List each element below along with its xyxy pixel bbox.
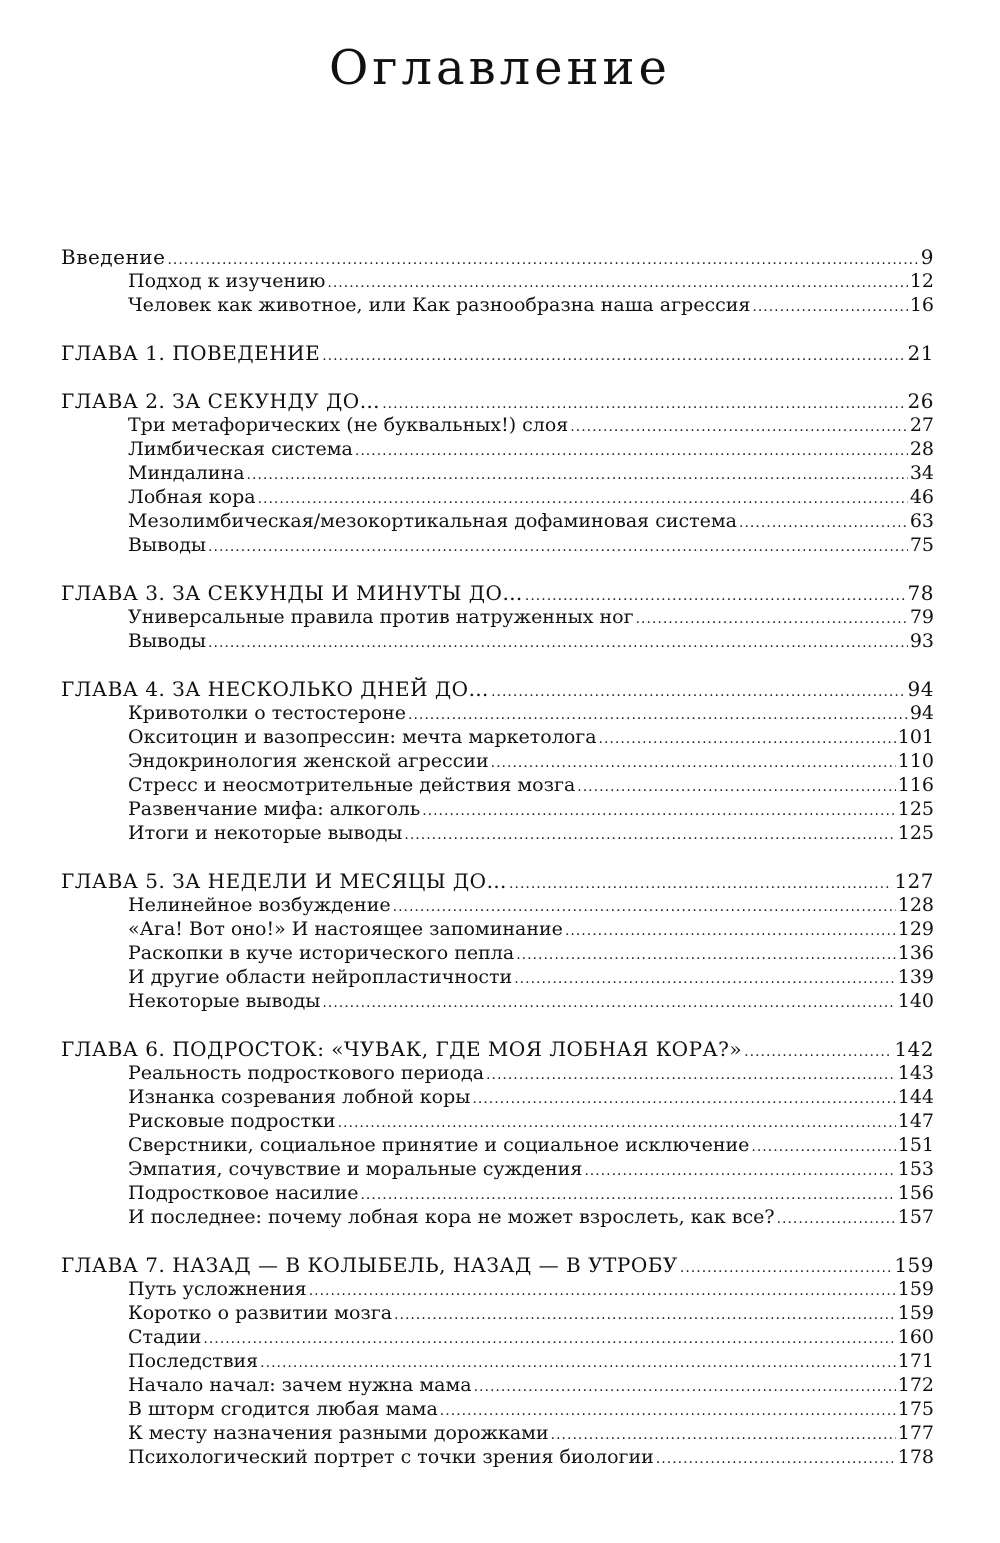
dot-leader — [394, 1303, 896, 1327]
toc-chapter-entry-page-number: 21 — [907, 341, 934, 365]
dot-leader — [322, 991, 895, 1015]
toc-section — [61, 245, 934, 317]
dot-leader — [393, 895, 896, 919]
toc-subsection-entry-label: Последствия — [128, 1350, 259, 1372]
toc-subsection-entry-label: Начало начал: зачем нужна мама — [128, 1374, 472, 1396]
toc-subsection-entry-page-number: 116 — [897, 774, 934, 796]
toc-subsection-entry-page-number: 28 — [909, 438, 934, 460]
toc-subsection-entry-label: В шторм сгодится любая мама — [128, 1398, 438, 1420]
toc-subsection-entry-label: Лимбическая система — [128, 438, 353, 460]
dot-leader — [584, 1159, 895, 1183]
dot-leader — [514, 967, 896, 991]
dot-leader — [551, 1423, 896, 1447]
dot-leader — [338, 1111, 896, 1135]
toc-subsection-entry-page-number: 175 — [897, 1398, 934, 1420]
toc-subsection-entry[interactable] — [61, 1301, 934, 1325]
toc-subsection-entry-label: «Ага! Вот оно!» И настоящее запоминание — [128, 918, 563, 940]
toc-subsection-entry-page-number: 139 — [897, 966, 934, 988]
toc-subsection-entry-label: Психологический портрет с точки зрения биологии — [128, 1446, 654, 1468]
toc-subsection-entry-label: Три метафорических (не буквальных!) слоя — [128, 414, 569, 436]
toc-subsection-entry-page-number: 12 — [909, 270, 934, 292]
dot-leader — [322, 344, 905, 368]
toc-subsection-entry-page-number: 153 — [897, 1158, 934, 1180]
toc-subsection-entry[interactable] — [61, 965, 934, 989]
dot-leader — [404, 823, 895, 847]
toc-subsection-entry-page-number: 125 — [897, 822, 934, 844]
toc-subsection-entry-label: Выводы — [128, 630, 207, 652]
toc-subsection-entry[interactable] — [61, 629, 934, 653]
toc-subsection-entry[interactable] — [61, 605, 934, 629]
toc-subsection-entry[interactable] — [61, 941, 934, 965]
toc-subsection-entry-label: Кривотолки о тестостероне — [128, 702, 406, 724]
toc-subsection-entry-page-number: 140 — [897, 990, 934, 1012]
toc-subsection-entry-label: Нелинейное возбуждение — [128, 894, 391, 916]
toc-subsection-entry-label: Некоторые выводы — [128, 990, 321, 1012]
dot-leader — [680, 1256, 892, 1280]
toc-subsection-entry-page-number: 79 — [909, 606, 934, 628]
toc-chapter-entry[interactable] — [61, 677, 934, 701]
toc-chapter-entry-page-number: 159 — [894, 1253, 934, 1277]
toc-section — [61, 677, 934, 845]
toc-chapter-entry[interactable] — [61, 389, 934, 413]
toc-subsection-entry[interactable] — [61, 1421, 934, 1445]
dot-leader — [491, 680, 905, 704]
toc-subsection-entry-page-number: 156 — [897, 1182, 934, 1204]
dot-leader — [565, 919, 896, 943]
toc-subsection-entry-page-number: 94 — [909, 702, 934, 724]
dot-leader — [247, 463, 908, 487]
toc-subsection-entry-label: Стресс и неосмотрительные действия мозга — [128, 774, 576, 796]
table-of-contents — [61, 245, 934, 1493]
toc-subsection-entry-page-number: 27 — [909, 414, 934, 436]
toc-subsection-entry[interactable] — [61, 989, 934, 1013]
dot-leader — [486, 1063, 896, 1087]
toc-subsection-entry-page-number: 171 — [897, 1350, 934, 1372]
toc-chapter-entry-page-number: 9 — [920, 245, 934, 269]
toc-subsection-entry-label: И другие области нейропластичности — [128, 966, 513, 988]
toc-subsection-entry-page-number: 159 — [897, 1278, 934, 1300]
dot-leader — [739, 511, 908, 535]
dot-leader — [516, 943, 896, 967]
toc-subsection-entry-label: Эндокринология женской агрессии — [128, 750, 489, 772]
dot-leader — [309, 1279, 896, 1303]
dot-leader — [260, 1351, 896, 1375]
toc-subsection-entry[interactable] — [61, 749, 934, 773]
dot-leader — [408, 703, 908, 727]
page-title: Оглавление — [329, 40, 671, 96]
toc-subsection-entry-label: Раскопки в куче исторического пепла — [128, 942, 515, 964]
dot-leader — [440, 1399, 896, 1423]
toc-subsection-entry[interactable] — [61, 533, 934, 557]
toc-subsection-entry[interactable] — [61, 1133, 934, 1157]
toc-chapter-entry-label: ГЛАВА 5. ЗА НЕДЕЛИ И МЕСЯЦЫ ДО… — [61, 869, 508, 893]
toc-subsection-entry-page-number: 16 — [909, 294, 934, 316]
toc-chapter-entry[interactable] — [61, 1253, 934, 1277]
toc-section — [61, 1037, 934, 1229]
toc-chapter-entry-label: ГЛАВА 3. ЗА СЕКУНДЫ И МИНУТЫ ДО… — [61, 581, 523, 605]
toc-chapter-entry[interactable] — [61, 245, 934, 269]
dot-leader — [491, 751, 896, 775]
dot-leader — [509, 872, 892, 896]
toc-subsection-entry[interactable] — [61, 1181, 934, 1205]
dot-leader — [744, 1040, 892, 1064]
toc-subsection-entry-page-number: 110 — [897, 750, 934, 772]
dot-leader — [751, 1135, 895, 1159]
toc-subsection-entry[interactable] — [61, 293, 934, 317]
toc-subsection-entry[interactable] — [61, 1397, 934, 1421]
toc-section — [61, 389, 934, 557]
dot-leader — [355, 439, 908, 463]
toc-subsection-entry-page-number: 157 — [897, 1206, 934, 1228]
toc-subsection-entry-label: Изнанка созревания лобной коры — [128, 1086, 471, 1108]
toc-chapter-entry-page-number: 127 — [894, 869, 934, 893]
dot-leader — [599, 727, 896, 751]
dot-leader — [636, 607, 908, 631]
toc-chapter-entry-label: Введение — [61, 245, 166, 269]
dot-leader — [472, 1087, 895, 1111]
dot-leader — [422, 799, 896, 823]
toc-subsection-entry[interactable] — [61, 509, 934, 533]
dot-leader — [752, 295, 907, 319]
dot-leader — [577, 775, 895, 799]
toc-section — [61, 869, 934, 1013]
toc-subsection-entry-label: Итоги и некоторые выводы — [128, 822, 403, 844]
toc-subsection-entry-page-number: 34 — [909, 462, 934, 484]
toc-subsection-entry-page-number: 75 — [909, 534, 934, 556]
toc-section — [61, 341, 934, 365]
toc-subsection-entry[interactable] — [61, 269, 934, 293]
dot-leader — [203, 1327, 895, 1351]
toc-subsection-entry[interactable] — [61, 893, 934, 917]
toc-chapter-entry-page-number: 142 — [894, 1037, 934, 1061]
toc-chapter-entry-label: ГЛАВА 7. НАЗАД — В КОЛЫБЕЛЬ, НАЗАД — В УТРОБУ — [61, 1253, 678, 1277]
toc-subsection-entry[interactable] — [61, 1349, 934, 1373]
toc-subsection-entry[interactable] — [61, 1277, 934, 1301]
toc-subsection-entry[interactable] — [61, 437, 934, 461]
dot-leader — [474, 1375, 896, 1399]
toc-subsection-entry-label: Стадии — [128, 1326, 202, 1348]
toc-subsection-entry-page-number: 151 — [897, 1134, 934, 1156]
dot-leader — [360, 1183, 895, 1207]
toc-subsection-entry[interactable] — [61, 413, 934, 437]
dot-leader — [327, 271, 907, 295]
toc-subsection-entry[interactable] — [61, 1061, 934, 1085]
toc-subsection-entry[interactable] — [61, 797, 934, 821]
toc-subsection-entry-page-number: 136 — [897, 942, 934, 964]
toc-subsection-entry-label: Мезолимбическая/мезокортикальная дофаминовая система — [128, 510, 738, 532]
toc-subsection-entry-page-number: 63 — [909, 510, 934, 532]
toc-section — [61, 581, 934, 653]
toc-subsection-entry-label: Подростковое насилие — [128, 1182, 359, 1204]
toc-subsection-entry-label: Путь усложнения — [128, 1278, 307, 1300]
toc-subsection-entry[interactable] — [61, 1325, 934, 1349]
toc-subsection-entry-page-number: 160 — [897, 1326, 934, 1348]
toc-subsection-entry[interactable] — [61, 485, 934, 509]
toc-chapter-entry-page-number: 78 — [907, 581, 934, 605]
toc-subsection-entry[interactable] — [61, 1445, 934, 1469]
toc-subsection-entry[interactable] — [61, 773, 934, 797]
toc-subsection-entry-page-number: 144 — [897, 1086, 934, 1108]
dot-leader — [258, 487, 908, 511]
toc-chapter-entry[interactable] — [61, 1037, 934, 1061]
dot-leader — [208, 631, 908, 655]
toc-subsection-entry-label: Человек как животное, или Как разнообразна наша агрессия — [128, 294, 751, 316]
toc-chapter-entry[interactable] — [61, 341, 934, 365]
toc-subsection-entry-label: Сверстники, социальное принятие и социальное исключение — [128, 1134, 750, 1156]
toc-chapter-entry-page-number: 94 — [907, 677, 934, 701]
toc-subsection-entry[interactable] — [61, 1205, 934, 1229]
toc-subsection-entry-page-number: 128 — [897, 894, 934, 916]
toc-subsection-entry-label: Подход к изучению — [128, 270, 326, 292]
toc-subsection-entry-page-number: 93 — [909, 630, 934, 652]
toc-chapter-entry[interactable] — [61, 869, 934, 893]
toc-subsection-entry-page-number: 143 — [897, 1062, 934, 1084]
toc-subsection-entry-page-number: 147 — [897, 1110, 934, 1132]
toc-subsection-entry-label: Выводы — [128, 534, 207, 556]
toc-subsection-entry-label: Окситоцин и вазопрессин: мечта маркетолога — [128, 726, 597, 748]
toc-subsection-entry-page-number: 129 — [897, 918, 934, 940]
dot-leader — [777, 1207, 896, 1231]
toc-subsection-entry-label: Рисковые подростки — [128, 1110, 336, 1132]
toc-chapter-entry[interactable] — [61, 581, 934, 605]
toc-subsection-entry-label: Миндалина — [128, 462, 245, 484]
toc-chapter-entry-label: ГЛАВА 2. ЗА СЕКУНДУ ДО… — [61, 389, 381, 413]
toc-subsection-entry-label: Реальность подросткового периода — [128, 1062, 485, 1084]
toc-chapter-entry-label: ГЛАВА 4. ЗА НЕСКОЛЬКО ДНЕЙ ДО… — [61, 677, 490, 701]
toc-subsection-entry-page-number: 178 — [897, 1446, 934, 1468]
dot-leader — [208, 535, 908, 559]
toc-subsection-entry[interactable] — [61, 1373, 934, 1397]
toc-subsection-entry-label: Универсальные правила против натруженных ног — [128, 606, 634, 628]
toc-subsection-entry[interactable] — [61, 725, 934, 749]
toc-subsection-entry-label: Эмпатия, сочувствие и моральные суждения — [128, 1158, 583, 1180]
toc-subsection-entry[interactable] — [61, 821, 934, 845]
toc-subsection-entry[interactable] — [61, 461, 934, 485]
toc-subsection-entry-page-number: 177 — [897, 1422, 934, 1444]
toc-chapter-entry-label: ГЛАВА 6. ПОДРОСТОК: «ЧУВАК, ГДЕ МОЯ ЛОБНАЯ КОРА?» — [61, 1037, 743, 1061]
toc-chapter-entry-label: ГЛАВА 1. ПОВЕДЕНИЕ — [61, 341, 321, 365]
toc-subsection-entry-label: К месту назначения разными дорожками — [128, 1422, 549, 1444]
toc-subsection-entry-label: Коротко о развитии мозга — [128, 1302, 393, 1324]
toc-chapter-entry-page-number: 26 — [907, 389, 934, 413]
toc-subsection-entry-page-number: 125 — [897, 798, 934, 820]
toc-subsection-entry-page-number: 159 — [897, 1302, 934, 1324]
toc-subsection-entry-page-number: 46 — [909, 486, 934, 508]
toc-subsection-entry[interactable] — [61, 1085, 934, 1109]
toc-subsection-entry[interactable] — [61, 917, 934, 941]
dot-leader — [656, 1447, 896, 1471]
toc-subsection-entry[interactable] — [61, 1109, 934, 1133]
toc-subsection-entry[interactable] — [61, 701, 934, 725]
dot-leader — [570, 415, 908, 439]
toc-subsection-entry-label: И последнее: почему лобная кора не может взрослеть, как все? — [128, 1206, 775, 1228]
toc-subsection-entry-label: Лобная кора — [128, 486, 256, 508]
toc-subsection-entry[interactable] — [61, 1157, 934, 1181]
toc-subsection-entry-label: Развенчание мифа: алкоголь — [128, 798, 421, 820]
toc-subsection-entry-page-number: 172 — [897, 1374, 934, 1396]
toc-section — [61, 1253, 934, 1469]
toc-subsection-entry-page-number: 101 — [897, 726, 934, 748]
